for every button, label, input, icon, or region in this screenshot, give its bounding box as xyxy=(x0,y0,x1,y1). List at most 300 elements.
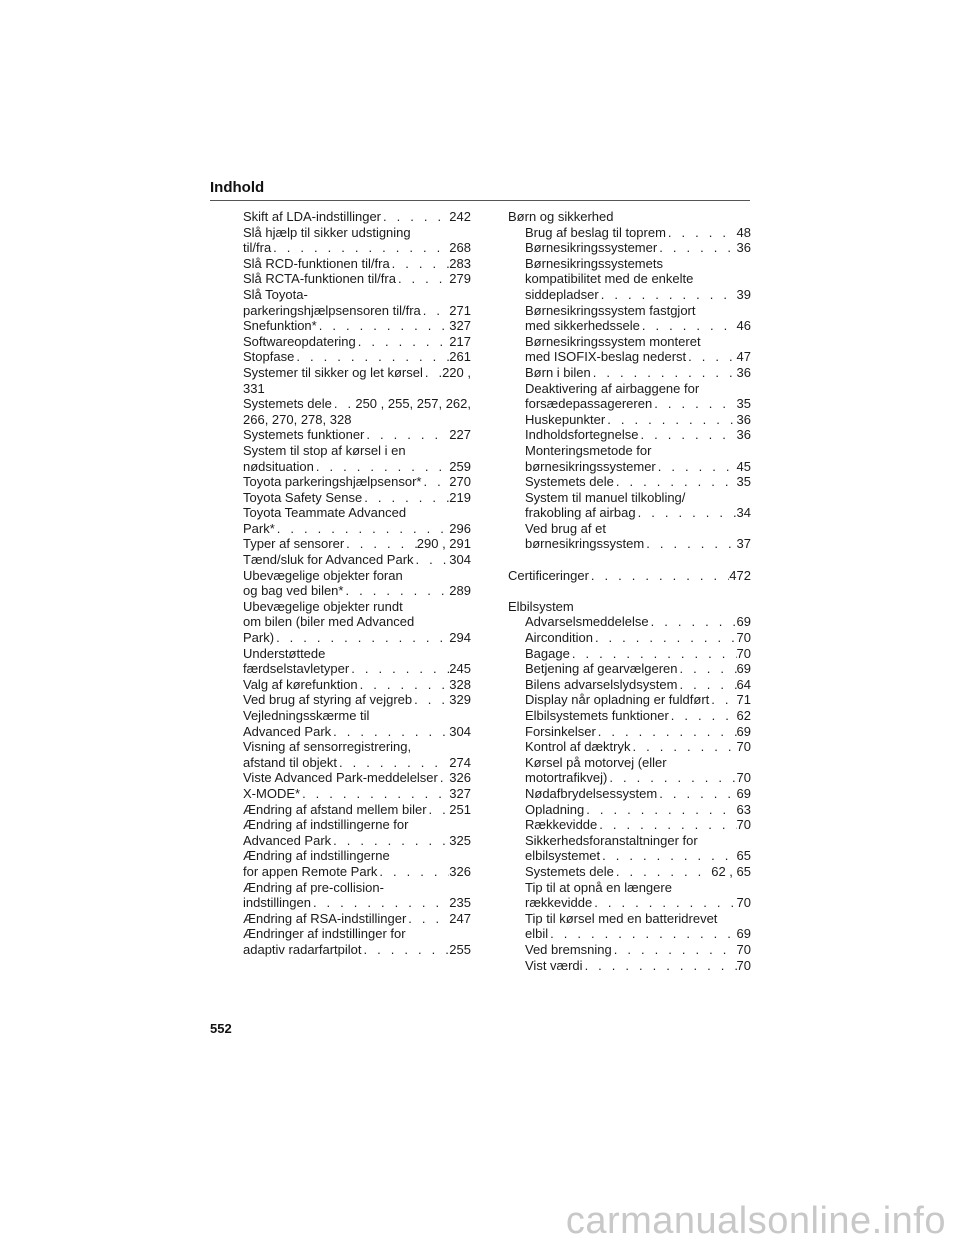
index-entry[interactable] xyxy=(243,677,471,693)
index-entry-text: Deaktivering af airbaggene for xyxy=(525,380,700,396)
index-entry[interactable] xyxy=(243,427,471,443)
index-entry-text: for appen Remote Park xyxy=(243,863,378,879)
index-entry-text: Børn i bilen xyxy=(525,364,591,380)
dot-leader xyxy=(605,412,736,428)
dot-leader xyxy=(396,271,449,287)
index-column-left xyxy=(243,209,471,958)
index-page-ref-continued: 331 xyxy=(243,380,265,396)
index-page-ref[interactable]: 261 xyxy=(449,349,471,365)
index-entry-text: Ændringer af indstillinger for xyxy=(243,926,406,942)
index-entry-text: Tip til kørsel med en batteridrevet xyxy=(525,910,718,926)
dot-leader xyxy=(331,724,449,740)
index-page-ref[interactable]: 283 xyxy=(449,255,471,271)
index-page-ref[interactable]: 304 xyxy=(449,723,471,739)
index-entry-text: Systemets dele xyxy=(525,863,614,879)
index-page-ref[interactable]: 255 xyxy=(449,941,471,957)
dot-leader xyxy=(596,724,737,740)
index-page-ref[interactable]: 274 xyxy=(449,754,471,770)
index-page-ref[interactable]: 35 xyxy=(736,396,751,412)
index-page-ref[interactable]: 70 xyxy=(736,895,751,911)
index-page-ref[interactable]: 242 xyxy=(449,209,471,224)
index-page-ref[interactable]: 250 , 255, 257, 262, xyxy=(355,396,471,412)
index-page-ref[interactable]: 34 xyxy=(736,505,751,521)
index-entry[interactable] xyxy=(243,646,471,677)
index-entry-text: Viste Advanced Park-meddelelser xyxy=(243,770,438,786)
index-entry[interactable] xyxy=(508,521,751,552)
index-entry-text: Ved brug af et xyxy=(525,520,606,536)
index-entry[interactable] xyxy=(243,599,471,646)
index-page-ref[interactable]: 289 xyxy=(449,583,471,599)
index-page-ref[interactable]: 326 xyxy=(449,863,471,879)
index-page-ref[interactable]: 36 xyxy=(736,364,751,380)
dot-leader xyxy=(364,427,449,443)
index-page-ref[interactable]: 46 xyxy=(736,318,751,334)
index-entry[interactable] xyxy=(508,802,751,818)
index-entry-text: Nødafbrydelsessystem xyxy=(525,785,658,801)
dot-leader xyxy=(275,521,450,537)
index-entry-text: Systemets dele xyxy=(525,474,614,490)
index-entry-text: Ubevægelige objekter rundt xyxy=(243,598,403,614)
index-page-ref[interactable]: 268 xyxy=(449,240,471,256)
index-entry-text: Børnesikringssystem monteret xyxy=(525,333,701,349)
index-page-ref[interactable]: 251 xyxy=(449,801,471,817)
index-entry-text: Ændring af indstillingerne for xyxy=(243,817,409,833)
index-entry[interactable] xyxy=(243,692,471,708)
index-entry[interactable] xyxy=(508,692,751,708)
index-page-ref[interactable]: 271 xyxy=(449,302,471,318)
index-entry-text: Børnesikringssystemets xyxy=(525,255,663,271)
dot-leader xyxy=(343,583,449,599)
index-page-ref[interactable]: 270 xyxy=(449,474,471,490)
index-entry-text: om bilen (biler med Advanced xyxy=(243,614,415,630)
index-entry-text: motortrafikvej) xyxy=(525,770,608,786)
dot-leader xyxy=(657,240,736,256)
index-entry-text: Advanced Park xyxy=(243,723,332,739)
index-entry[interactable] xyxy=(243,318,471,334)
index-entry-text: Advanced Park xyxy=(243,832,332,848)
index-page-ref[interactable]: 219 xyxy=(449,489,471,505)
dot-leader xyxy=(314,459,449,475)
dot-leader xyxy=(614,864,711,880)
index-entry[interactable] xyxy=(243,739,471,770)
dot-leader xyxy=(709,692,736,708)
index-entry[interactable] xyxy=(508,755,751,786)
index-page-ref[interactable]: 45 xyxy=(736,458,751,474)
index-page-ref[interactable]: 325 xyxy=(449,832,471,848)
index-entry[interactable] xyxy=(243,911,471,927)
index-page-ref[interactable]: 217 xyxy=(449,333,471,349)
dot-leader xyxy=(414,552,450,568)
page-header-title: Indhold xyxy=(210,179,265,196)
index-entry[interactable] xyxy=(243,802,471,818)
dot-leader xyxy=(344,536,417,552)
index-entry[interactable] xyxy=(508,833,751,864)
index-entry-text: frakobling af airbag xyxy=(525,505,636,521)
index-entry-text: og bag ved bilen* xyxy=(243,583,344,599)
index-page-ref[interactable]: 71 xyxy=(736,692,751,708)
index-entry[interactable] xyxy=(243,817,471,848)
index-entry[interactable] xyxy=(243,334,471,350)
index-page-ref-continued: 266, 270, 278, 328 xyxy=(243,411,352,427)
index-entry-text: Valg af kørefunktion xyxy=(243,676,358,692)
dot-leader xyxy=(377,864,449,880)
index-entry-text: Systemets funktioner xyxy=(243,427,365,443)
index-entry[interactable] xyxy=(243,287,471,318)
index-entry-text: nødsituation xyxy=(243,458,314,474)
index-entry[interactable] xyxy=(508,568,751,584)
index-spacer xyxy=(508,552,751,568)
index-page-ref[interactable]: 247 xyxy=(449,910,471,926)
index-entry-text: Ændring af afstand mellem biler xyxy=(243,801,427,817)
index-page-ref[interactable]: 65 xyxy=(736,848,751,864)
index-entry[interactable] xyxy=(243,786,471,802)
index-page-ref[interactable]: 70 xyxy=(736,770,751,786)
index-page-ref[interactable]: 220 , xyxy=(442,364,471,380)
index-entry[interactable] xyxy=(243,505,471,536)
index-entry[interactable] xyxy=(508,661,751,677)
index-entry-text: Børnesikringssystemer xyxy=(525,240,658,256)
index-entry-text: Vejledningsskærme til xyxy=(243,708,370,723)
index-entry[interactable] xyxy=(243,474,471,490)
header-divider xyxy=(210,200,750,201)
dot-leader xyxy=(666,225,737,241)
dot-leader xyxy=(406,911,449,927)
index-entry-text: Sikkerhedsforanstaltninger for xyxy=(525,832,698,848)
index-page-ref[interactable]: 36 xyxy=(736,411,751,427)
index-page-ref[interactable]: 64 xyxy=(736,676,751,692)
index-entry-text: Slå RCD-funktionen til/fra xyxy=(243,255,390,271)
index-entry-text: Ved brug af styring af vejgreb xyxy=(243,692,413,708)
index-page-ref[interactable]: 70 xyxy=(736,630,751,646)
index-entry[interactable] xyxy=(243,490,471,506)
index-entry-text: Ændring af RSA-indstillinger xyxy=(243,910,407,926)
index-entry-text: Slå hjælp til sikker udstigning xyxy=(243,224,411,240)
index-entry-text: Toyota Safety Sense xyxy=(243,489,363,505)
index-page-ref[interactable]: 69 xyxy=(736,661,751,677)
index-entry-text: adaptiv radarfartpilot xyxy=(243,941,362,957)
dot-leader xyxy=(656,459,737,475)
dot-leader xyxy=(607,770,736,786)
index-page-ref[interactable]: 69 xyxy=(736,785,751,801)
index-page-ref[interactable]: 69 xyxy=(736,723,751,739)
index-entry-text: Aircondition xyxy=(525,630,593,646)
dot-leader xyxy=(421,474,449,490)
index-page-ref[interactable]: 62 , 65 xyxy=(711,863,751,879)
index-entry-text: Ændring af indstillingerne xyxy=(243,848,390,864)
index-page-ref[interactable]: 245 xyxy=(449,661,471,677)
index-entry-text: Ændring af pre-collision- xyxy=(243,879,384,895)
index-entry[interactable] xyxy=(508,240,751,256)
index-entry-text: Opladning xyxy=(525,801,585,817)
dot-leader xyxy=(294,349,449,365)
index-page-ref[interactable]: 328 xyxy=(449,676,471,692)
index-entry-text: Slå Toyota- xyxy=(243,286,308,302)
index-entry[interactable] xyxy=(508,786,751,802)
index-column-right xyxy=(508,209,751,973)
index-entry-text: forsædepassagereren xyxy=(525,396,653,412)
index-page-ref[interactable]: 37 xyxy=(736,536,751,552)
index-entry[interactable] xyxy=(243,349,471,365)
page-number: 552 xyxy=(210,1021,232,1036)
index-page-ref[interactable]: 294 xyxy=(449,630,471,646)
index-entry-text: med ISOFIX-beslag nederst xyxy=(525,349,687,365)
index-entry[interactable] xyxy=(508,958,751,974)
dot-leader xyxy=(669,708,737,724)
index-entry-text: Understøttede xyxy=(243,645,326,661)
dot-leader xyxy=(638,427,736,443)
index-entry-text: Bagage xyxy=(525,645,570,661)
dot-leader xyxy=(332,396,355,412)
index-entry-text: indstillingen xyxy=(243,895,311,911)
dot-leader xyxy=(631,739,737,755)
dot-leader xyxy=(640,318,737,334)
dot-leader xyxy=(362,490,449,506)
index-entry-text: afstand til objekt xyxy=(243,754,337,770)
dot-leader xyxy=(300,786,449,802)
dot-leader xyxy=(274,630,449,646)
index-entry-text: Stopfase xyxy=(243,349,295,365)
index-page-ref[interactable]: 70 xyxy=(736,957,751,973)
dot-leader xyxy=(317,318,450,334)
index-page-ref[interactable]: 235 xyxy=(449,895,471,911)
dot-leader xyxy=(438,770,449,786)
index-entry-text: Brug af beslag til toprem xyxy=(525,224,666,240)
index-entry[interactable] xyxy=(508,256,751,303)
dot-leader xyxy=(421,303,450,319)
index-page-ref[interactable]: 327 xyxy=(449,318,471,334)
index-entry-text: Certificeringer xyxy=(508,567,589,583)
dot-leader xyxy=(548,926,736,942)
index-page-ref[interactable]: 36 xyxy=(736,427,751,443)
index-entry[interactable] xyxy=(508,646,751,662)
dot-leader xyxy=(390,256,450,272)
index-page-ref[interactable]: 35 xyxy=(736,474,751,490)
index-entry-text: Snefunktion* xyxy=(243,318,317,334)
index-entry[interactable] xyxy=(243,770,471,786)
index-entry-text: Slå RCTA-funktionen til/fra xyxy=(243,271,396,287)
watermark: carmanualsonline.info xyxy=(565,1200,946,1242)
index-page-ref[interactable]: 329 xyxy=(449,692,471,708)
index-page-ref[interactable]: 39 xyxy=(736,286,751,302)
index-entry-text: Huskepunkter xyxy=(525,411,606,427)
dot-leader xyxy=(311,895,449,911)
dot-leader xyxy=(591,365,737,381)
index-page-ref[interactable]: 70 xyxy=(736,739,751,755)
index-entry-text: Visning af sensorregistrering, xyxy=(243,739,412,755)
dot-leader xyxy=(331,833,449,849)
dot-leader xyxy=(592,895,736,911)
dot-leader xyxy=(652,396,736,412)
index-page-ref[interactable]: 472 xyxy=(729,567,751,583)
index-entry[interactable] xyxy=(243,443,471,474)
dot-leader xyxy=(597,817,736,833)
index-entry[interactable] xyxy=(243,396,471,427)
index-page-ref[interactable]: 296 xyxy=(449,520,471,536)
index-entry-text: Ved bremsning xyxy=(525,941,612,957)
dot-leader xyxy=(614,474,737,490)
index-page-ref[interactable]: 69 xyxy=(736,926,751,942)
index-page-ref[interactable]: 47 xyxy=(736,349,751,365)
index-entry-text: Forsinkelser xyxy=(525,723,596,739)
index-entry[interactable] xyxy=(243,708,471,739)
index-heading-text: Børn og sikkerhed xyxy=(508,209,614,224)
index-entry[interactable] xyxy=(508,942,751,958)
index-page-ref[interactable]: 62 xyxy=(736,708,751,723)
index-page-ref[interactable]: 326 xyxy=(449,770,471,786)
dot-leader xyxy=(427,802,450,818)
index-page-ref[interactable]: 48 xyxy=(736,224,751,240)
index-entry[interactable] xyxy=(508,490,751,521)
index-entry[interactable] xyxy=(508,443,751,474)
index-entry[interactable] xyxy=(508,880,751,911)
index-entry[interactable] xyxy=(243,209,471,225)
index-entry[interactable] xyxy=(508,225,751,241)
index-entry-text: X-MODE* xyxy=(243,785,301,801)
index-entry[interactable] xyxy=(243,365,471,396)
dot-leader xyxy=(612,942,737,958)
index-entry-text: færdselstavletyper xyxy=(243,661,350,677)
index-page-ref[interactable]: 63 xyxy=(736,801,751,817)
index-entry[interactable] xyxy=(508,739,751,755)
index-page-ref[interactable]: 290 , 291 xyxy=(416,536,471,552)
index-entry[interactable] xyxy=(243,552,471,568)
dot-leader xyxy=(600,848,736,864)
index-entry-text: børnesikringssystemer xyxy=(525,458,656,474)
index-entry-text: Vist værdi xyxy=(525,957,583,973)
dot-leader xyxy=(381,209,449,225)
index-entry-text: Softwareopdatering xyxy=(243,333,356,349)
index-page-ref[interactable]: 70 xyxy=(736,645,751,661)
index-entry[interactable] xyxy=(243,536,471,552)
index-page-ref[interactable]: 227 xyxy=(449,427,471,443)
index-entry[interactable] xyxy=(243,256,471,272)
index-entry-text: Toyota Teammate Advanced xyxy=(243,505,407,521)
index-entry-text: Rækkevidde xyxy=(525,817,598,833)
dot-leader xyxy=(686,349,736,365)
index-entry-text: Systemets dele xyxy=(243,396,332,412)
index-entry-text: Park) xyxy=(243,630,275,646)
index-entry-text: Toyota parkeringshjælpsensor* xyxy=(243,474,422,490)
index-entry[interactable] xyxy=(243,926,471,957)
index-entry[interactable] xyxy=(508,911,751,942)
index-entry-text: Børnesikringssystem fastgjort xyxy=(525,302,696,318)
dot-leader xyxy=(677,677,736,693)
index-entry-text: Display når opladning er fuldført xyxy=(525,692,710,708)
index-page-ref[interactable]: 70 xyxy=(736,941,751,957)
dot-leader xyxy=(583,958,737,974)
dot-leader xyxy=(599,287,737,303)
dot-leader xyxy=(271,240,449,256)
dot-leader xyxy=(644,536,736,552)
dot-leader xyxy=(349,661,449,677)
index-entry-text: Tip til at opnå en længere xyxy=(525,879,672,895)
index-page-ref[interactable]: 69 xyxy=(736,614,751,630)
dot-leader xyxy=(584,802,736,818)
index-entry-text: Park* xyxy=(243,520,275,536)
index-entry-text: Ubevægelige objekter foran xyxy=(243,567,403,583)
index-entry[interactable] xyxy=(243,225,471,256)
index-entry-text: børnesikringssystem xyxy=(525,536,645,552)
dot-leader xyxy=(593,630,737,646)
index-heading-text: Elbilsystem xyxy=(508,598,574,614)
index-entry[interactable] xyxy=(508,614,751,630)
index-entry-text: Indholdsfortegnelse xyxy=(525,427,639,443)
dot-leader xyxy=(657,786,736,802)
index-entry-text: med sikkerhedssele xyxy=(525,318,640,334)
index-entry[interactable] xyxy=(508,708,751,724)
index-entry[interactable] xyxy=(508,427,751,443)
index-entry-text: Typer af sensorer xyxy=(243,536,345,552)
index-entry-text: Kørsel på motorvej (eller xyxy=(525,754,667,770)
index-entry[interactable] xyxy=(508,630,751,646)
index-entry[interactable] xyxy=(243,880,471,911)
index-entry-text: Skift af LDA-indstillinger xyxy=(243,209,381,224)
index-page-ref[interactable]: 70 xyxy=(736,817,751,833)
index-heading xyxy=(508,599,751,615)
index-entry[interactable] xyxy=(243,568,471,599)
index-entry-text: Elbilsystemets funktioner xyxy=(525,708,669,723)
index-entry-text: Monteringsmetode for xyxy=(525,442,652,458)
index-entry[interactable] xyxy=(508,864,751,880)
index-page-ref[interactable]: 327 xyxy=(449,785,471,801)
index-entry[interactable] xyxy=(508,412,751,428)
index-entry[interactable] xyxy=(508,677,751,693)
index-spacer xyxy=(508,583,751,599)
index-entry-text: Bilens advarselslydsystem xyxy=(525,676,678,692)
index-entry-text: Tænd/sluk for Advanced Park xyxy=(243,552,414,568)
index-page-ref[interactable]: 36 xyxy=(736,240,751,256)
index-entry-text: System til manuel tilkobling/ xyxy=(525,489,686,505)
dot-leader xyxy=(358,677,450,693)
index-heading xyxy=(508,209,751,225)
index-entry-text: Systemer til sikker og let kørsel xyxy=(243,364,423,380)
index-entry-text: siddepladser xyxy=(525,286,599,302)
dot-leader xyxy=(423,365,442,381)
index-entry[interactable] xyxy=(508,381,751,412)
index-entry[interactable] xyxy=(508,474,751,490)
dot-leader xyxy=(412,692,449,708)
dot-leader xyxy=(570,646,737,662)
dot-leader xyxy=(678,661,737,677)
index-entry-text: System til stop af kørsel i en xyxy=(243,442,406,458)
index-entry-text: rækkevidde xyxy=(525,895,593,911)
index-entry-text: elbil xyxy=(525,926,549,942)
index-entry-text: Advarselsmeddelelse xyxy=(525,614,649,630)
index-entry[interactable] xyxy=(508,334,751,365)
index-entry[interactable] xyxy=(508,817,751,833)
dot-leader xyxy=(589,568,729,584)
index-entry-text: parkeringshjælpsensoren til/fra xyxy=(243,302,421,318)
index-page-ref[interactable]: 259 xyxy=(449,458,471,474)
index-page-ref[interactable]: 279 xyxy=(449,271,471,287)
index-entry-text: til/fra xyxy=(243,240,272,256)
index-entry-text: Betjening af gearvælgeren xyxy=(525,661,678,677)
dot-leader xyxy=(337,755,449,771)
index-entry[interactable] xyxy=(243,848,471,879)
dot-leader xyxy=(649,614,737,630)
dot-leader xyxy=(356,334,450,350)
index-entry[interactable] xyxy=(508,724,751,740)
index-page-ref[interactable]: 304 xyxy=(449,552,471,568)
index-entry-text: Kontrol af dæktryk xyxy=(525,739,631,755)
index-entry[interactable] xyxy=(508,303,751,334)
index-entry-text: kompatibilitet med de enkelte xyxy=(525,271,694,287)
index-entry[interactable] xyxy=(243,271,471,287)
dot-leader xyxy=(636,505,737,521)
dot-leader xyxy=(362,942,450,958)
index-entry-text: elbilsystemet xyxy=(525,848,601,864)
index-entry[interactable] xyxy=(508,365,751,381)
